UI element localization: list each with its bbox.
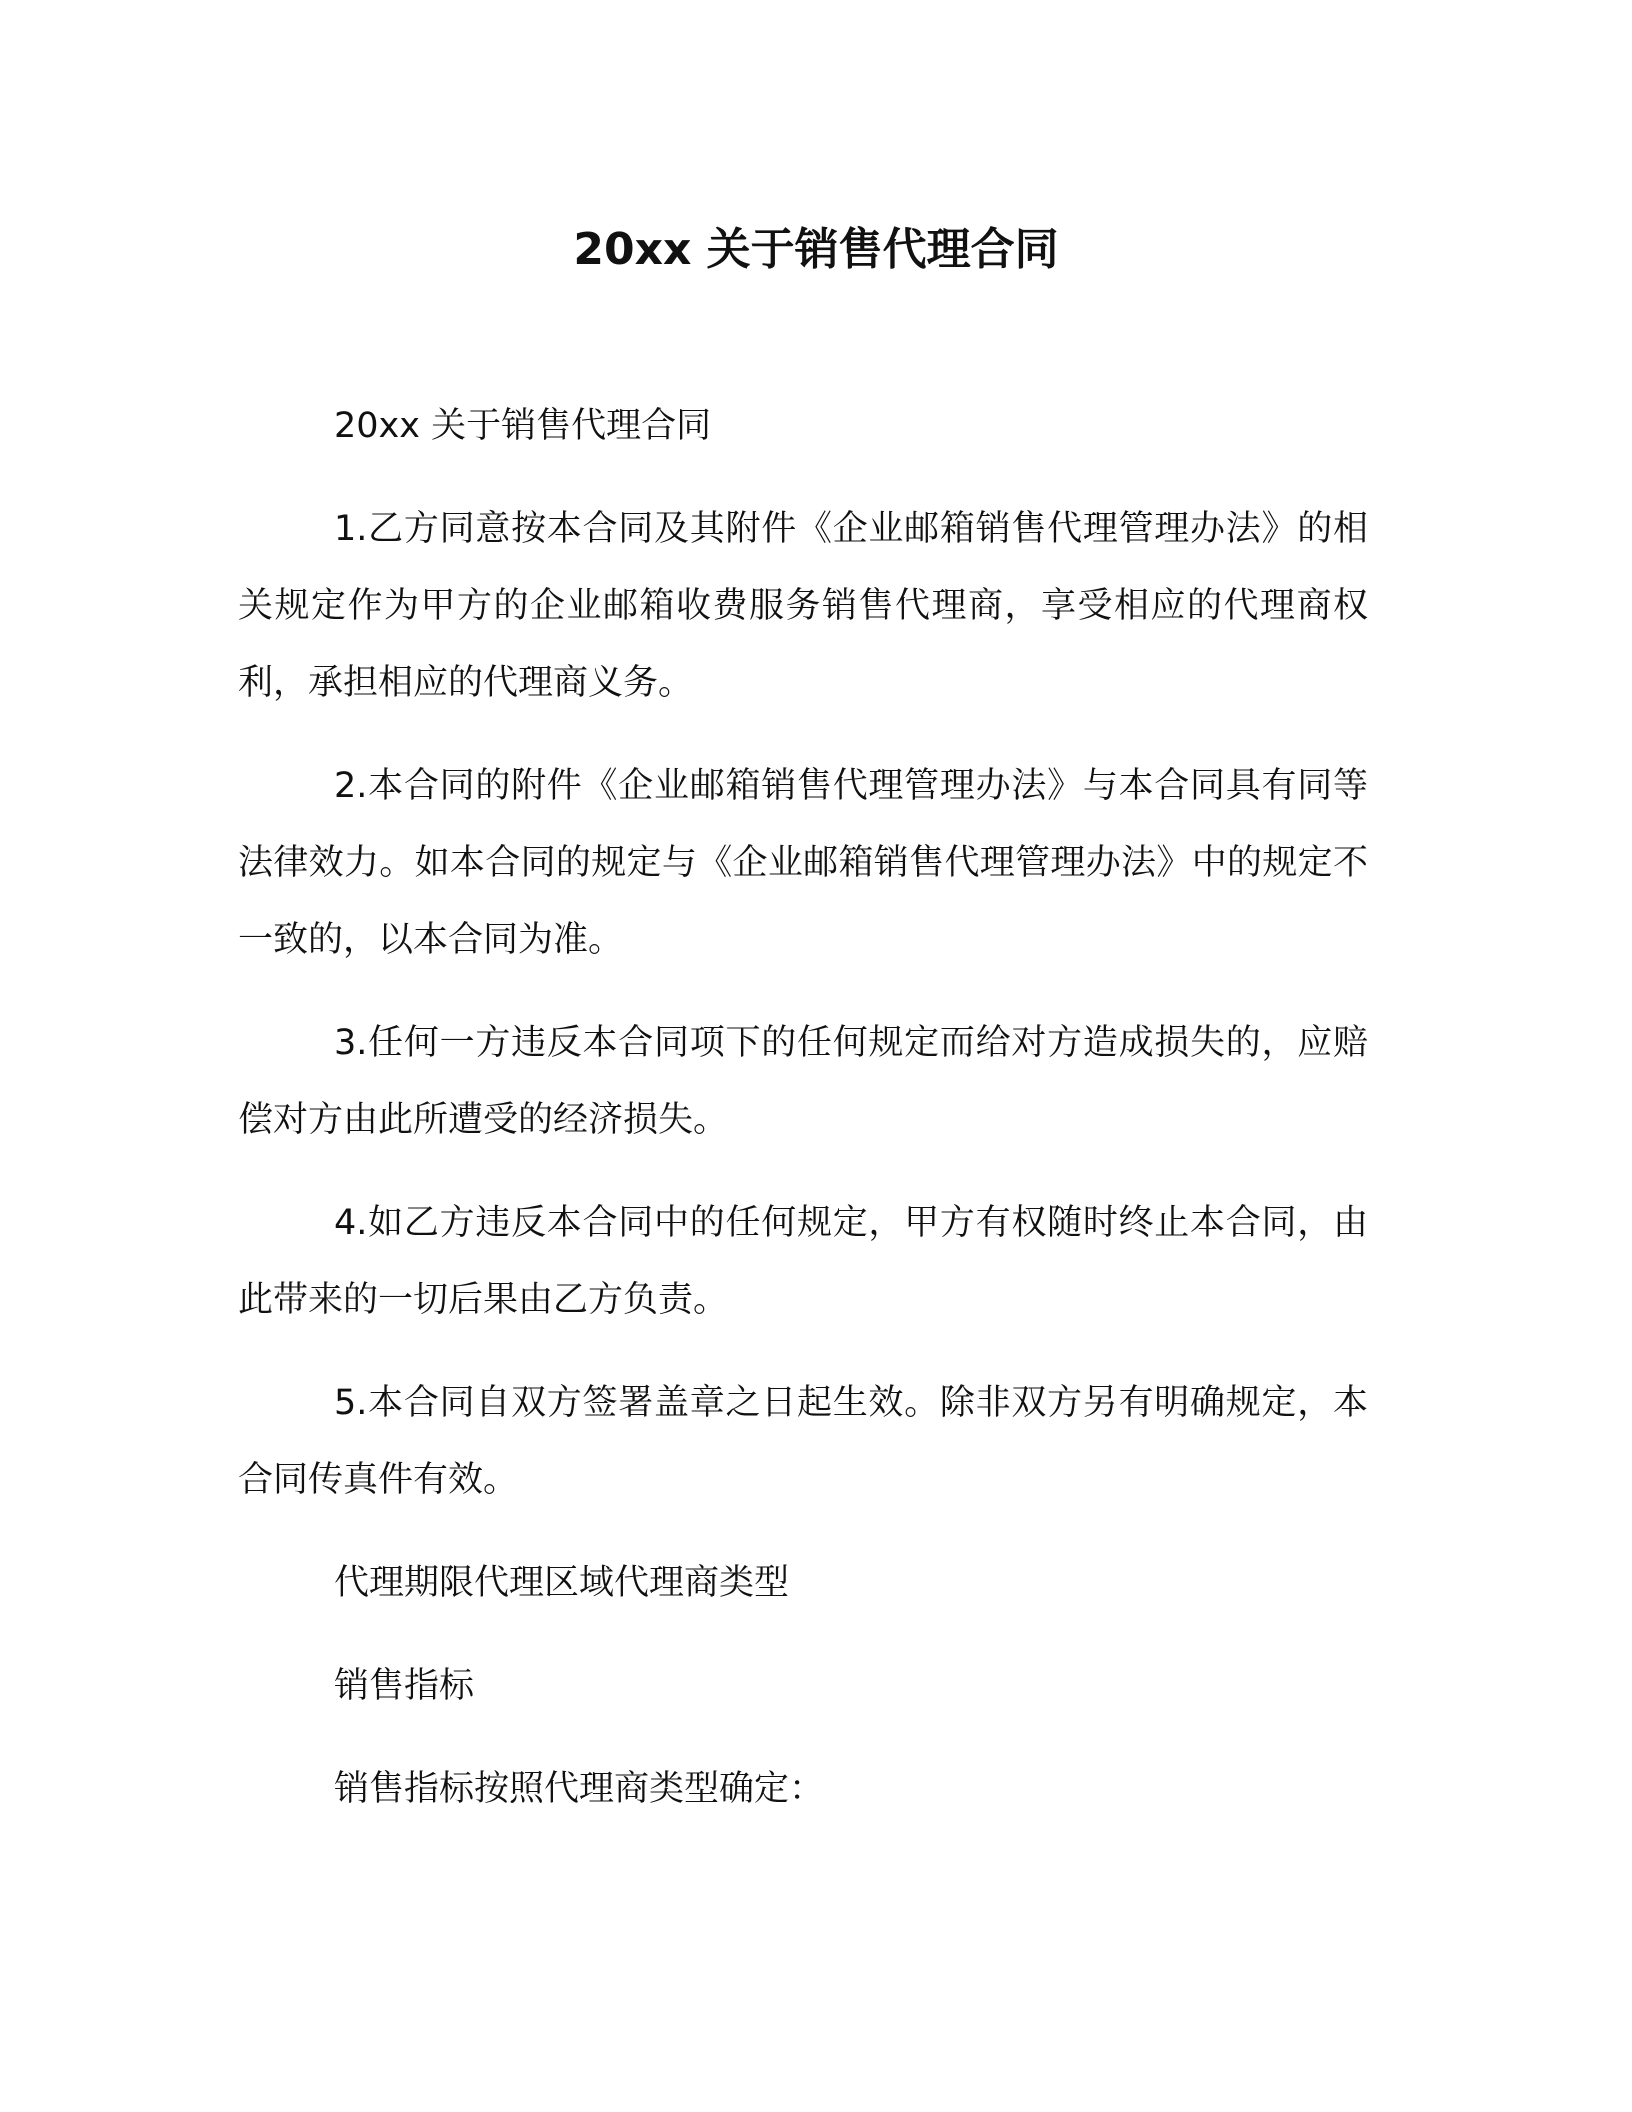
clause-4-paragraph: 4.如乙方违反本合同中的任何规定，甲方有权随时终止本合同，由此带来的一切后果由乙方负责。 xyxy=(238,1203,1368,1320)
clause-3-paragraph: 3.任何一方违反本合同项下的任何规定而给对方造成损失的，应赔偿对方由此所遭受的经济损失。 xyxy=(238,1023,1368,1140)
clause-2-paragraph: 2.本合同的附件《企业邮箱销售代理管理办法》与本合同具有同等法律效力。如本合同的规定与《企业邮箱销售代理管理办法》中的规定不一致的，以本合同为准。 xyxy=(238,766,1368,960)
subtitle-paragraph: 20xx 关于销售代理合同 xyxy=(334,406,712,446)
agency-terms-heading: 代理期限代理区域代理商类型 xyxy=(334,1563,790,1603)
clause-5-paragraph: 5.本合同自双方签署盖章之日起生效。除非双方另有明确规定，本合同传真件有效。 xyxy=(238,1383,1368,1500)
document-title: 20xx 关于销售代理合同 xyxy=(573,224,1059,275)
document-body xyxy=(238,388,1368,1854)
sales-target-heading: 销售指标 xyxy=(334,1666,475,1706)
clause-1-paragraph: 1.乙方同意按本合同及其附件《企业邮箱销售代理管理办法》的相关规定作为甲方的企业邮箱收费服务销售代理商，享受相应的代理商权利，承担相应的代理商义务。 xyxy=(238,509,1368,703)
sales-target-paragraph: 销售指标按照代理商类型确定： xyxy=(334,1769,825,1809)
